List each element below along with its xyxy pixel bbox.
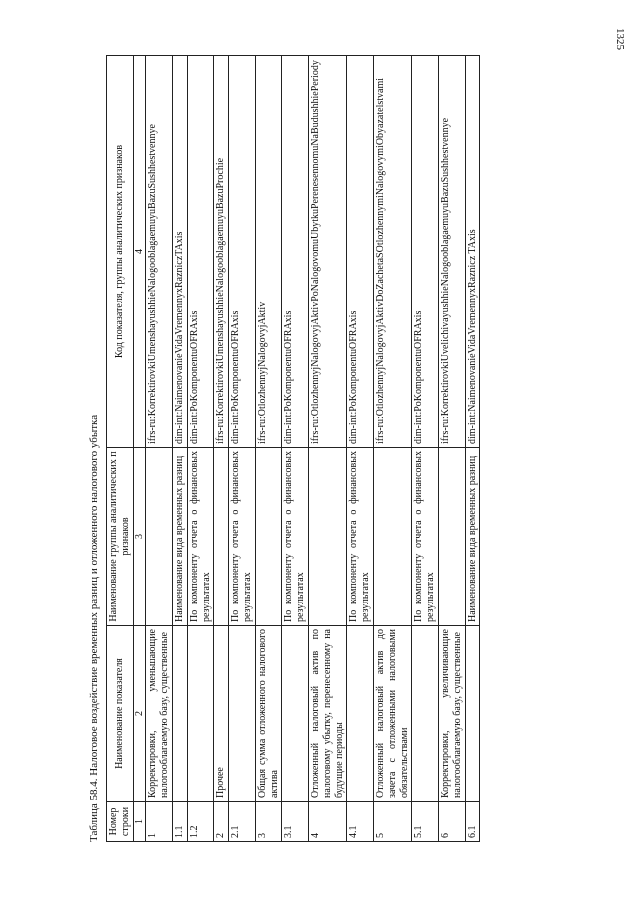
indicator-name-cell: Отложенный налоговый актив до зачета с отложенными налоговыми обязательствами: [373, 626, 411, 802]
group-name-cell: [214, 448, 229, 626]
row-number-cell: 3.1: [282, 802, 309, 842]
indicator-name-cell: Отложенный налоговый актив по налоговому убытку, перенесенному на будущие периоды: [308, 626, 346, 802]
row-number-cell: 4.1: [347, 802, 374, 842]
code-cell: ifrs-ru:KorrektirovkiUmenshayushhieNalogooblagaemuyuBazuSushhestvennye: [146, 56, 173, 448]
header-row-number: Номер строки: [107, 802, 134, 842]
code-cell: dim-int:NaimenovanieVidaVremennyxRaznicz TAxis: [465, 56, 480, 448]
table-row: [373, 56, 411, 842]
table-row: [172, 56, 187, 842]
indicator-name-cell: [282, 626, 309, 802]
group-name-cell: Наименование вида временных разниц: [465, 448, 480, 626]
code-cell: dim-int:PoKomponentuOFRAxis: [412, 56, 439, 448]
table-row: [347, 56, 374, 842]
row-number-cell: 1.2: [187, 802, 214, 842]
table-row: [308, 56, 346, 842]
table-row: [214, 56, 229, 842]
indicator-table: [106, 55, 480, 842]
code-cell: ifrs-ru:KorrektirovkiUmenshayushhieNalogooblagaemuyuBazuProchie: [214, 56, 229, 448]
indicator-name-cell: [347, 626, 374, 802]
group-name-cell: [438, 448, 465, 626]
column-number: 2: [133, 626, 146, 802]
row-number-cell: 4: [308, 802, 346, 842]
group-name-cell: Наименование вида временных разниц: [172, 448, 187, 626]
indicator-name-cell: Корректировки, увеличивающие налогооблагаемую базу, существенные: [438, 626, 465, 802]
row-number-cell: 6.1: [465, 802, 480, 842]
header-group-name: Наименование группы аналитических признаков: [107, 448, 134, 626]
group-name-cell: По компоненту отчета о финансовых результатах: [412, 448, 439, 626]
code-cell: ifrs-ru:OtlozhennyjNalogovyjAktiv: [255, 56, 282, 448]
table-row: [187, 56, 214, 842]
indicator-name-cell: [465, 626, 480, 802]
indicator-name-cell: Прочее: [214, 626, 229, 802]
group-name-cell: [146, 448, 173, 626]
row-number-cell: 2.1: [229, 802, 256, 842]
table-caption: Таблица 58.4. Налоговое воздействие временных разниц и отложенного налогового убытка: [88, 414, 100, 842]
group-name-cell: По компоненту отчета о финансовых результатах: [347, 448, 374, 626]
indicator-name-cell: Общая сумма отложенного налогового актива: [255, 626, 282, 802]
column-number-row: [133, 56, 146, 842]
code-cell: dim-int:PoKomponentuOFRAxis: [347, 56, 374, 448]
table-row: [465, 56, 480, 842]
row-number-cell: 5.1: [412, 802, 439, 842]
group-name-cell: [255, 448, 282, 626]
group-name-cell: По компоненту отчета о финансовых результатах: [282, 448, 309, 626]
indicator-name-cell: Корректировки, уменьшающие налогооблагаемую базу, существенные: [146, 626, 173, 802]
column-number: 4: [133, 56, 146, 448]
code-cell: ifrs-ru:OtlozhennyjNalogovyjAktivPoNalogovomuUbytkuPerenesennomuNaBudushhiePeriody: [308, 56, 346, 448]
page-number: 1325: [614, 28, 626, 50]
column-number: 3: [133, 448, 146, 626]
table-row: [438, 56, 465, 842]
group-name-cell: [373, 448, 411, 626]
rotated-page-content: [88, 62, 640, 862]
table-body: [146, 56, 480, 842]
row-number-cell: 3: [255, 802, 282, 842]
indicator-name-cell: [172, 626, 187, 802]
code-cell: dim-int:PoKomponentuOFRAxis: [229, 56, 256, 448]
row-number-cell: 2: [214, 802, 229, 842]
table-row: [412, 56, 439, 842]
code-cell: dim-int:NaimenovanieVidaVremennyxRazniczTAxis: [172, 56, 187, 448]
group-name-cell: По компоненту отчета о финансовых результатах: [229, 448, 256, 626]
indicator-name-cell: [412, 626, 439, 802]
table-row: [146, 56, 173, 842]
header-indicator-name: Наименование показателя: [107, 626, 134, 802]
group-name-cell: [308, 448, 346, 626]
code-cell: dim-int:PoKomponentuOFRAxis: [187, 56, 214, 448]
header-code: Код показателя, группы аналитических признаков: [107, 56, 134, 448]
row-number-cell: 6: [438, 802, 465, 842]
row-number-cell: 1: [146, 802, 173, 842]
code-cell: ifrs-ru:OtlozhennyjNalogovyjAktivDoZachetaSOtlozhennymiNalogovymiObyazatelstvami: [373, 56, 411, 448]
row-number-cell: 5: [373, 802, 411, 842]
table-row: [229, 56, 256, 842]
table-row: [282, 56, 309, 842]
header-row: [107, 56, 134, 842]
code-cell: dim-int:PoKomponentuOFRAxis: [282, 56, 309, 448]
row-number-cell: 1.1: [172, 802, 187, 842]
column-number: 1: [133, 802, 146, 842]
indicator-name-cell: [229, 626, 256, 802]
code-cell: ifrs-ru:KorrektirovkiUvelichivayushhieNalogooblagaemuyuBazuSushhestvennye: [438, 56, 465, 448]
group-name-cell: По компоненту отчета о финансовых результатах: [187, 448, 214, 626]
indicator-name-cell: [187, 626, 214, 802]
table-row: [255, 56, 282, 842]
